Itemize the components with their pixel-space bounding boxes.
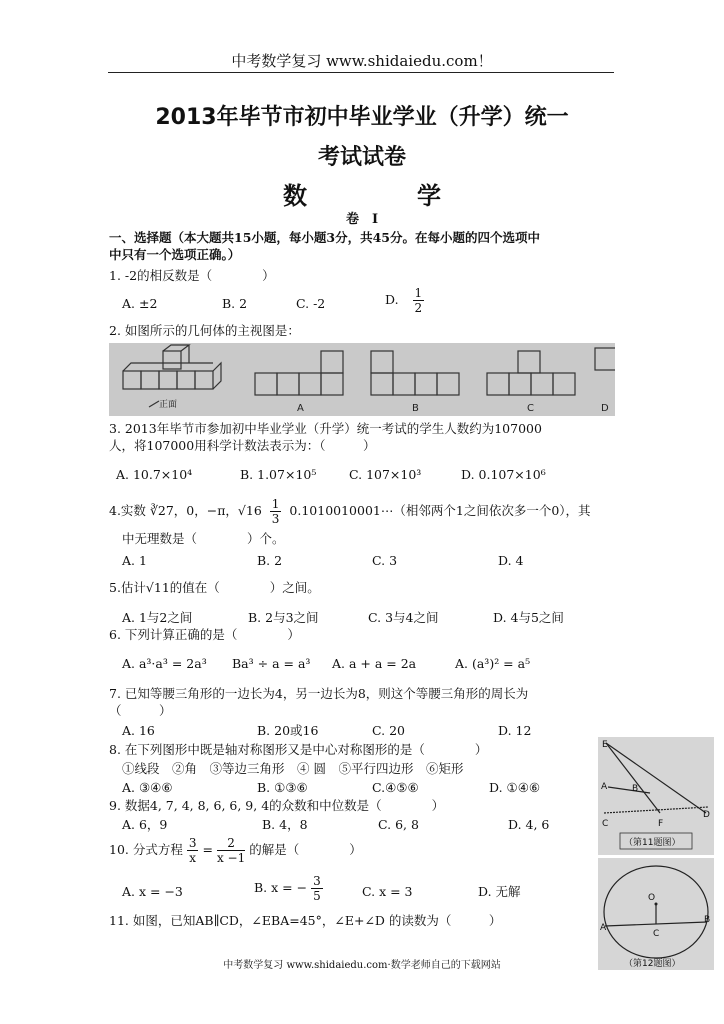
figure-12 [598,858,714,970]
q8-items: ①线段 ②角 ③等边三角形 ④ 圆 ⑤平行四边形 ⑥矩形 [122,761,464,776]
fig12-label-o: O [648,893,656,903]
fig12-label-b: B [704,915,711,925]
subject-title: 数学 [283,181,551,210]
q2-label-b: B [412,403,419,414]
q4-frac-num: 1 [271,497,280,511]
q8-stem: 8. 在下列图形中既是轴对称图形又是中心对称图形的是（ ） [109,742,488,757]
q3-stem-line2: 人，将107000用科学计数法表示为：（ ） [109,438,376,453]
figure-11-drawing [598,737,714,855]
q4-stem-line2: 中无理数是（ ）个。 [122,531,285,546]
q1-option-d-prefix: D. [385,292,399,307]
q2-front-label: 正面 [159,400,178,410]
fig11-label-a: A [601,782,608,792]
q4-option-b: B. 2 [257,553,283,568]
q7-option-c: C. 20 [372,723,405,738]
q1-option-b: B. 2 [222,296,248,311]
q4-stem-line1 [109,497,591,526]
q1-option-a: A. ±2 [122,296,158,311]
q6-option-c: A. a + a = 2a [332,656,417,671]
fig11-label-b: B [632,784,639,794]
q10-b-prefix: B. x = − [254,880,308,895]
header-rule [108,72,614,73]
q5-option-d: D. 4与5之间 [493,610,564,625]
q1-d-denominator: 2 [414,301,423,315]
q9-option-c: C. 6, 8 [378,817,419,832]
q4-stem-part1: 4.实数 ∛27，0，−π，√16 [109,503,262,518]
fig11-label-c: C [602,819,609,829]
q10-b-num: 3 [313,874,321,888]
fig12-caption: （第12题图） [624,959,681,969]
q4-option-a: A. 1 [122,553,147,568]
q2-option-a-drawing [255,351,343,395]
q5-option-c: C. 3与4之间 [368,610,439,625]
q10-option-a: A. x = −3 [122,884,183,899]
fig11-label-d: D [703,810,710,820]
q7-option-b: B. 20或16 [257,723,319,738]
q10-right-den: x −1 [216,851,246,865]
exam-title-line2: 考试试卷 [317,145,406,170]
q8-option-b: B. ①③⑥ [257,780,308,795]
q2-stem: 2. 如图所示的几何体的主视图是： [109,323,300,338]
q5-option-a: A. 1与2之间 [122,610,193,625]
q2-label-d: D [601,403,609,414]
q2-label-c: C [527,403,534,414]
page-header: 中考数学复习 www.shidaiedu.com！ [231,52,493,70]
q10-stem [109,836,362,865]
q10-left-den: x [189,851,197,865]
q3-option-a: A. 10.7×10⁴ [116,467,193,482]
q2-label-a: A [297,403,304,414]
q10-option-b [254,874,323,903]
q6-option-d: A. (a³)² = a⁵ [455,656,531,671]
q1-stem: 1. -2的相反数是（ ） [109,268,275,283]
q7-stem-line1: 7. 已知等腰三角形的一边长为4，另一边长为8，则这个等腰三角形的周长为 [109,686,529,701]
q10-right-num: 2 [217,836,245,851]
q2-option-d-drawing [595,348,615,370]
q9-option-d: D. 4, 6 [508,817,550,832]
q9-option-b: B. 4，8 [262,817,308,832]
q8-option-c: C.④⑤⑥ [372,780,419,795]
q4-frac-den: 3 [271,512,280,526]
page-footer: 中考数学复习 www.shidaiedu.com·数学老师自己的下载网站 [223,960,501,971]
q5-stem: 5.估计√11的值在（ ）之间。 [109,580,320,595]
q7-option-d: D. 12 [498,723,532,738]
figure-11 [598,737,714,855]
q10-option-d: D. 无解 [478,884,521,899]
fig12-label-a: A [600,923,607,933]
q4-fraction [270,497,282,526]
q7-option-a: A. 16 [122,723,155,738]
q8-option-a: A. ③④⑥ [122,780,173,795]
q4-stem-part2: 0.1010010001⋯（相邻两个1之间依次多一个0），其 [289,503,591,518]
q10-suffix: 的解是（ ） [249,842,362,857]
q10-right-fraction [217,836,245,865]
q2-figure [109,343,615,416]
q10-option-c: C. x = 3 [362,884,413,899]
q10-b-fraction [311,874,323,903]
q3-option-b: B. 1.07×10⁵ [240,467,317,482]
q9-option-a: A. 6，9 [122,817,168,832]
q4-option-d: D. 4 [498,553,524,568]
fig11-caption: （第11题图） [624,838,681,848]
q10-prefix: 10. 分式方程 [109,842,183,857]
q8-option-d: D. ①④⑥ [489,780,541,795]
q3-option-d: D. 0.107×10⁶ [461,467,546,482]
q3-stem-line1: 3. 2013年毕节市参加初中毕业学业（升学）统一考试的学生人数约为107000 [109,421,542,436]
q1-option-d [385,286,424,315]
q1-option-c: C. -2 [296,296,326,311]
volume-label: 卷 Ⅰ [345,212,379,227]
q6-option-a: A. a³·a³ = 2a³ [122,656,207,671]
q10-equals: = [202,842,213,857]
section-heading-line1: 一、选择题（本大题共15小题，每小题3分，共45分。在每小题的四个选项中 [109,230,540,245]
q3-option-c: C. 107×10³ [349,467,422,482]
exam-title-line1: 2013年毕节市初中毕业学业（升学）统一 [155,105,569,130]
q9-stem: 9. 数据4, 7, 4, 8, 6, 6, 9, 4的众数和中位数是（ ） [109,798,445,813]
fig11-label-e: E [602,740,608,750]
q1-d-numerator: 1 [414,286,423,300]
q10-left-num: 3 [188,836,197,850]
q10-b-den: 5 [313,889,321,903]
q2-solid-drawing [123,345,221,407]
figure-12-drawing [598,858,714,970]
fig12-label-c: C [653,929,660,939]
q6-option-b: Ba³ ÷ a = a³ [232,656,311,671]
fig11-label-f: F [658,819,664,829]
q6-stem: 6. 下列计算正确的是（ ） [109,627,300,642]
q5-option-b: B. 2与3之间 [248,610,319,625]
q1-option-d-fraction [413,286,425,315]
q2-option-c-drawing [487,351,575,395]
section-heading-line2: 中只有一个选项正确。） [109,247,241,262]
q4-option-c: C. 3 [372,553,398,568]
q2-figure-strip [109,343,615,416]
q10-left-fraction [187,836,199,865]
q11-stem: 11. 如图，已知AB∥CD，∠EBA=45°，∠E+∠D 的读数为（ ） [109,913,502,928]
q7-stem-line2: （ ） [109,703,172,718]
q2-option-b-drawing [371,351,459,395]
